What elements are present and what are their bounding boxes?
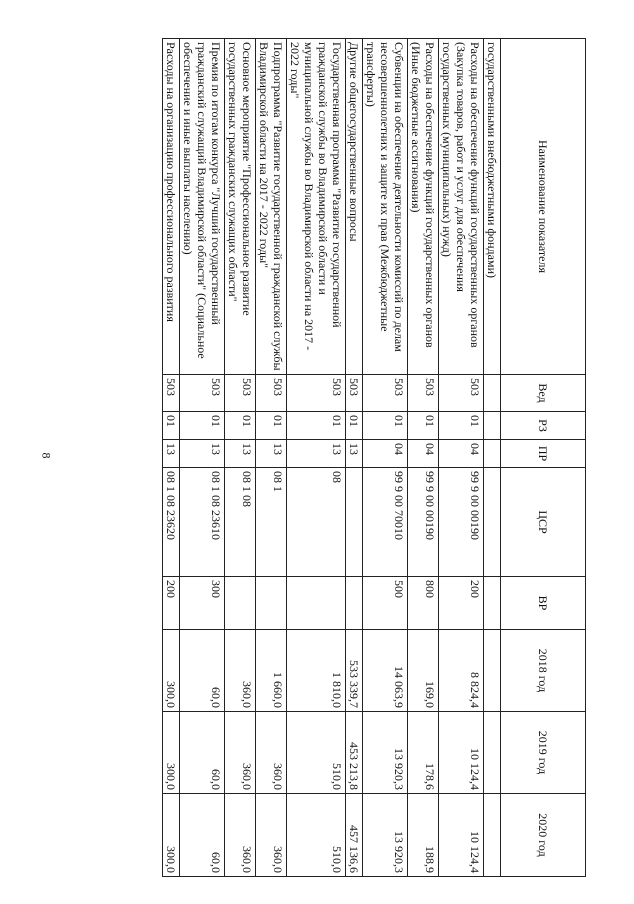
cell-csr: 08: [287, 468, 346, 577]
cell-vr: 300: [180, 577, 225, 630]
header-2020: 2020 год: [501, 794, 586, 877]
cell-ved: 503: [287, 375, 346, 412]
table-row: [346, 39, 363, 877]
cell-ved: 503: [408, 375, 439, 412]
cell-rz: 01: [256, 412, 287, 440]
cell-2019: 13 920,3: [363, 712, 408, 794]
cell-2019: 453 213,8: [346, 712, 363, 794]
cell-2018: 360,0: [225, 630, 256, 712]
cell-name: Основное мероприятие "Профессиональное развитие государственных гражданских служащих области": [225, 39, 256, 375]
cell-ved: 503: [439, 375, 484, 412]
table-row: [163, 39, 180, 877]
cell-rz: 01: [163, 412, 180, 440]
cell-csr: 08 1 08: [225, 468, 256, 577]
cell-csr: 99 9 00 70010: [363, 468, 408, 577]
cell-ved: 503: [225, 375, 256, 412]
cell-csr: 08 1 08 23610: [180, 468, 225, 577]
cell-rz: 01: [180, 412, 225, 440]
cell-2018: [484, 630, 501, 712]
table-row: [363, 39, 408, 877]
header-name: Наименование показателя: [501, 39, 586, 375]
cell-pr: 13: [225, 440, 256, 468]
cell-2020: 510,0: [287, 794, 346, 877]
cell-pr: 13: [180, 440, 225, 468]
rotated-page: [76, 38, 586, 876]
cell-csr: 08 1: [256, 468, 287, 577]
header-rz: РЗ: [501, 412, 586, 440]
cell-ved: 503: [346, 375, 363, 412]
cell-2020: 457 136,6: [346, 794, 363, 877]
cell-name: Расходы на обеспечение функций государственных органов (Иные бюджетные ассигнования): [408, 39, 439, 375]
cell-rz: 01: [225, 412, 256, 440]
cell-rz: 01: [408, 412, 439, 440]
cell-csr: [484, 468, 501, 577]
cell-pr: 13: [287, 440, 346, 468]
cell-name: Премия по итогам конкурса "Лучший государственный гражданский служащий Владимирской области" (Социальное обеспечение и иные выплаты населению): [180, 39, 225, 375]
cell-rz: 01: [439, 412, 484, 440]
cell-name: Государственная программа "Развитие государственной гражданской службы во Владимирской области и муниципальной службы во Владимирской области на 2017 - 2022 годы": [287, 39, 346, 375]
cell-vr: 800: [408, 577, 439, 630]
cell-2020: 60,0: [180, 794, 225, 877]
cell-2020: 13 920,3: [363, 794, 408, 877]
cell-ved: 503: [256, 375, 287, 412]
cell-2019: 300,0: [163, 712, 180, 794]
cell-name: Подпрограмма "Развитие государственной гражданской службы Владимирской области на 2017 - 2022 годы": [256, 39, 287, 375]
cell-2018: 14 063,9: [363, 630, 408, 712]
cell-name: Расходы на обеспечение функций государственных органов (Закупка товаров, работ и услуг для обеспечения государственных (муниципальных) нужд): [439, 39, 484, 375]
cell-2019: 60,0: [180, 712, 225, 794]
cell-pr: 04: [439, 440, 484, 468]
header-pr: ПР: [501, 440, 586, 468]
header-ved: Вед: [501, 375, 586, 412]
table-row: [439, 39, 484, 877]
table-row: [256, 39, 287, 877]
cell-2018: 169,0: [408, 630, 439, 712]
cell-2020: [484, 794, 501, 877]
cell-2018: 533 339,7: [346, 630, 363, 712]
cell-vr: 200: [439, 577, 484, 630]
cell-2018: 1 810,0: [287, 630, 346, 712]
cell-name: государственными внебюджетными фондами): [484, 39, 501, 375]
table-header-row: [501, 39, 586, 877]
cell-vr: [225, 577, 256, 630]
cell-2020: 10 124,4: [439, 794, 484, 877]
cell-name: Субвенции на обеспечение деятельности комиссий по делам несовершеннолетних и защите их прав (Межбюджетные трансферты): [363, 39, 408, 375]
cell-2020: 360,0: [225, 794, 256, 877]
cell-2019: 510,0: [287, 712, 346, 794]
table-row: [408, 39, 439, 877]
cell-csr: 99 9 00 00190: [408, 468, 439, 577]
cell-rz: [484, 412, 501, 440]
cell-ved: [484, 375, 501, 412]
cell-vr: 200: [163, 577, 180, 630]
cell-csr: 08 1 08 23620: [163, 468, 180, 577]
page-number: 8: [39, 452, 54, 459]
cell-pr: [484, 440, 501, 468]
cell-csr: [346, 468, 363, 577]
header-2018: 2018 год: [501, 630, 586, 712]
cell-name: Расходы на организацию профессионального развития: [163, 39, 180, 375]
cell-vr: [256, 577, 287, 630]
cell-2018: 60,0: [180, 630, 225, 712]
cell-pr: 04: [408, 440, 439, 468]
cell-pr: 04: [363, 440, 408, 468]
table-row: [287, 39, 346, 877]
cell-rz: 01: [363, 412, 408, 440]
cell-2019: 360,0: [225, 712, 256, 794]
cell-vr: 500: [363, 577, 408, 630]
header-vr: ВР: [501, 577, 586, 630]
cell-rz: 01: [346, 412, 363, 440]
cell-2019: 360,0: [256, 712, 287, 794]
header-csr: ЦСР: [501, 468, 586, 577]
cell-2018: 1 660,0: [256, 630, 287, 712]
cell-2019: [484, 712, 501, 794]
table-row: [225, 39, 256, 877]
table-row: [484, 39, 501, 877]
cell-pr: 13: [256, 440, 287, 468]
cell-2018: 300,0: [163, 630, 180, 712]
cell-ved: 503: [363, 375, 408, 412]
cell-rz: 01: [287, 412, 346, 440]
cell-vr: [346, 577, 363, 630]
cell-ved: 503: [163, 375, 180, 412]
cell-csr: 99 9 00 00190: [439, 468, 484, 577]
table-row: [180, 39, 225, 877]
cell-vr: [287, 577, 346, 630]
cell-2020: 360,0: [256, 794, 287, 877]
cell-2020: 188,9: [408, 794, 439, 877]
cell-pr: 13: [163, 440, 180, 468]
cell-2020: 300,0: [163, 794, 180, 877]
table-body: [163, 39, 501, 877]
header-2019: 2019 год: [501, 712, 586, 794]
cell-2018: 8 824,4: [439, 630, 484, 712]
budget-table: [162, 38, 586, 877]
cell-2019: 178,6: [408, 712, 439, 794]
cell-pr: 13: [346, 440, 363, 468]
cell-vr: [484, 577, 501, 630]
cell-ved: 503: [180, 375, 225, 412]
cell-name: Другие общегосударственные вопросы: [346, 39, 363, 375]
cell-2019: 10 124,4: [439, 712, 484, 794]
